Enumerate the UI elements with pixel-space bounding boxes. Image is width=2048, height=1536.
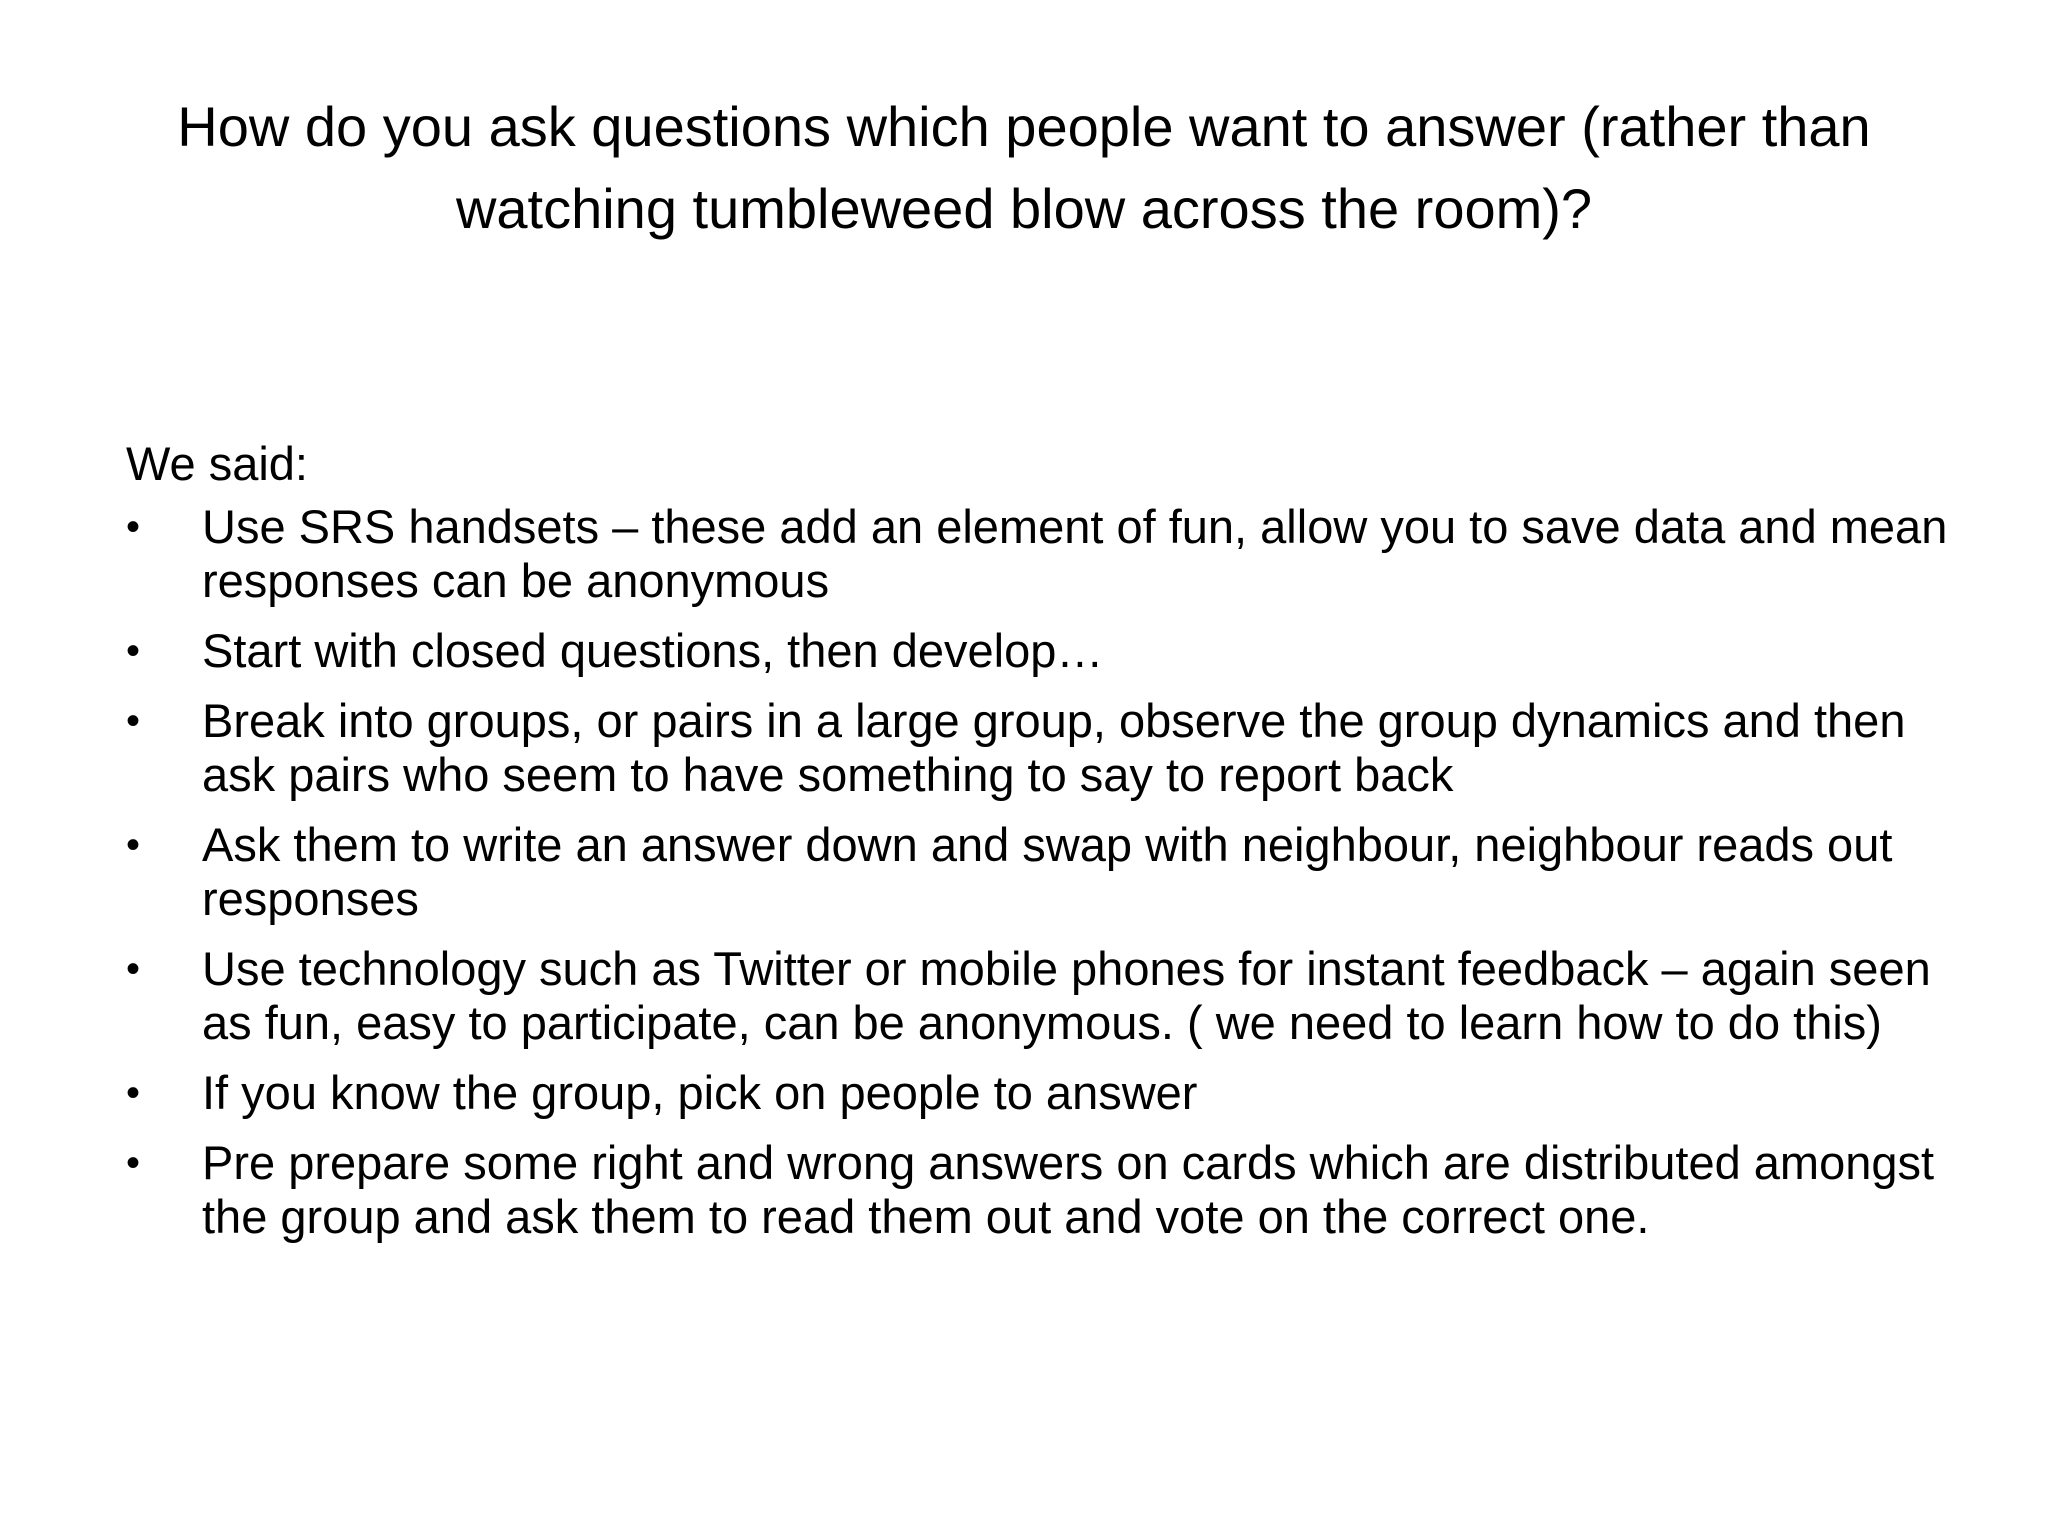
slide-body [126, 436, 1966, 1260]
bullet-item [126, 624, 1966, 678]
bullet-icon: • [126, 947, 141, 991]
bullet-item [126, 942, 1966, 1050]
bullet-item [126, 818, 1966, 926]
bullet-icon: • [126, 505, 141, 549]
bullet-icon: • [126, 629, 141, 673]
bullet-text: Pre prepare some right and wrong answers on cards which are distributed amongst the group and ask them to read them out and vote on the correct one. [202, 1136, 1935, 1243]
intro-text: We said: [126, 437, 308, 490]
bullet-icon: • [126, 699, 141, 743]
bullet-icon: • [126, 1141, 141, 1185]
bullet-text: Start with closed questions, then develop… [202, 624, 1104, 677]
bullet-item [126, 500, 1966, 608]
bullet-item [126, 1136, 1966, 1244]
bullet-text: Use SRS handsets – these add an element of fun, allow you to save data and mean responses can be anonymous [202, 500, 1948, 607]
bullet-text: Ask them to write an answer down and swap with neighbour, neighbour reads out responses [202, 818, 1893, 925]
bullet-item [126, 1066, 1966, 1120]
bullet-icon: • [126, 823, 141, 867]
bullet-text: Use technology such as Twitter or mobile phones for instant feedback – again seen as fun, easy to participate, can be anonymous. ( we need to learn how to do this) [202, 942, 1931, 1049]
bullet-text: Break into groups, or pairs in a large group, observe the group dynamics and then ask pairs who seem to have something to say to report back [202, 694, 1906, 801]
bullet-item [126, 694, 1966, 802]
bullet-icon: • [126, 1071, 141, 1115]
bullet-list [126, 500, 1966, 1244]
slide-title: How do you ask questions which people want to answer (rather than watching tumbleweed blow across the room)? [177, 95, 1871, 240]
bullet-text: If you know the group, pick on people to answer [202, 1066, 1198, 1119]
